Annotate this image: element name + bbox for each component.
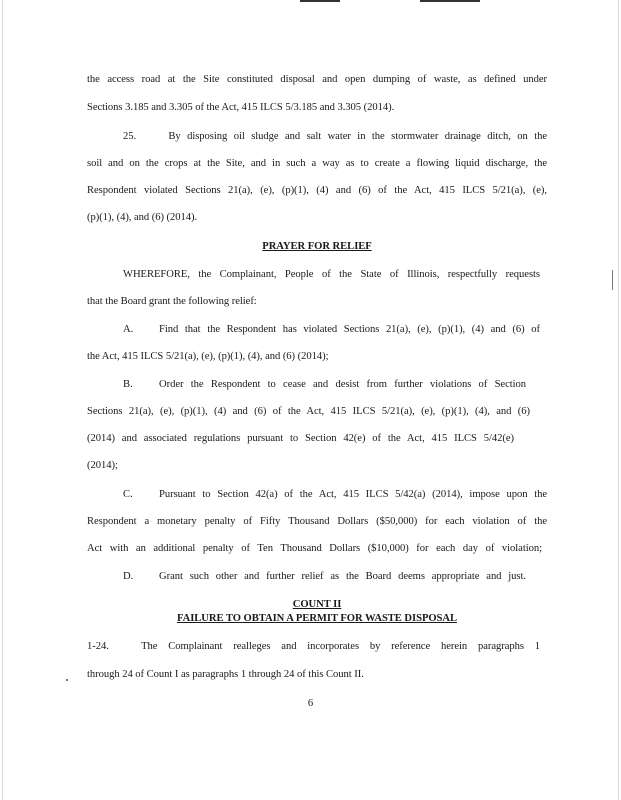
body-line: Respondent a monetary penalty of Fifty Thousand Dollars ($50,000) for each violation of the (87, 516, 547, 527)
scan-artifact (420, 0, 480, 2)
body-line: Sections 21(a), (e), (p)(1), (4) and (6) of the Act, 415 ILCS 5/21(a), (e), (p)(1), (4), and (6) (87, 406, 530, 417)
body-line: Respondent violated Sections 21(a), (e), (p)(1), (4) and (6) of the Act, 415 ILCS 5/21(a), (e), (87, 185, 547, 196)
scan-speck (66, 679, 68, 681)
page-number: 6 (307, 698, 314, 709)
body-line: WHEREFORE, the Complainant, People of the State of Illinois, respectfully requests (123, 269, 540, 280)
heading-count-title: FAILURE TO OBTAIN A PERMIT FOR WASTE DISPOSAL (176, 613, 458, 624)
item-label-b: B. (123, 379, 133, 390)
body-line: that the Board grant the following relief: (87, 296, 257, 307)
body-line: Sections 3.185 and 3.305 of the Act, 415 ILCS 5/3.185 and 3.305 (2014). (87, 102, 395, 113)
paragraph-25-line: 25. By disposing oil sludge and salt water in the stormwater drainage ditch, on the (123, 131, 547, 142)
body-line: the access road at the Site constituted disposal and open dumping of waste, as defined under (87, 74, 547, 85)
item-b-line: Order the Respondent to cease and desist from further violations of Section (159, 379, 526, 390)
item-c-line: Pursuant to Section 42(a) of the Act, 415 ILCS 5/42(a) (2014), impose upon the (159, 489, 547, 500)
heading-prayer-for-relief: PRAYER FOR RELIEF (262, 241, 372, 252)
item-d-line: Grant such other and further relief as the Board deems appropriate and just. (159, 571, 526, 582)
item-label-c: C. (123, 489, 133, 500)
body-line: Act with an additional penalty of Ten Thousand Dollars ($10,000) for each day of violation; (87, 543, 542, 554)
scan-artifact (300, 0, 340, 2)
body-line: (p)(1), (4), and (6) (2014). (87, 212, 198, 223)
body-line: the Act, 415 ILCS 5/21(a), (e), (p)(1), (4), and (6) (2014); (87, 351, 329, 362)
paragraph-1-24-line: 1-24. The Complainant realleges and incorporates by reference herein paragraphs 1 (87, 641, 540, 652)
item-a-line: Find that the Respondent has violated Sections 21(a), (e), (p)(1), (4) and (6) of (159, 324, 540, 335)
scan-edge (2, 0, 3, 800)
body-line: through 24 of Count I as paragraphs 1 through 24 of this Count II. (87, 669, 364, 680)
scan-speck (612, 270, 613, 290)
body-line: soil and on the crops at the Site, and in such a way as to create a flowing liquid discharge, the (87, 158, 547, 169)
item-label-d: D. (123, 571, 134, 582)
body-line: (2014) and associated regulations pursuant to Section 42(e) of the Act, 415 ILCS 5/42(e) (87, 433, 514, 444)
item-label-a: A. (123, 324, 134, 335)
body-line: (2014); (87, 460, 118, 471)
scan-edge (618, 0, 619, 800)
heading-count-ii: COUNT II (292, 599, 342, 610)
